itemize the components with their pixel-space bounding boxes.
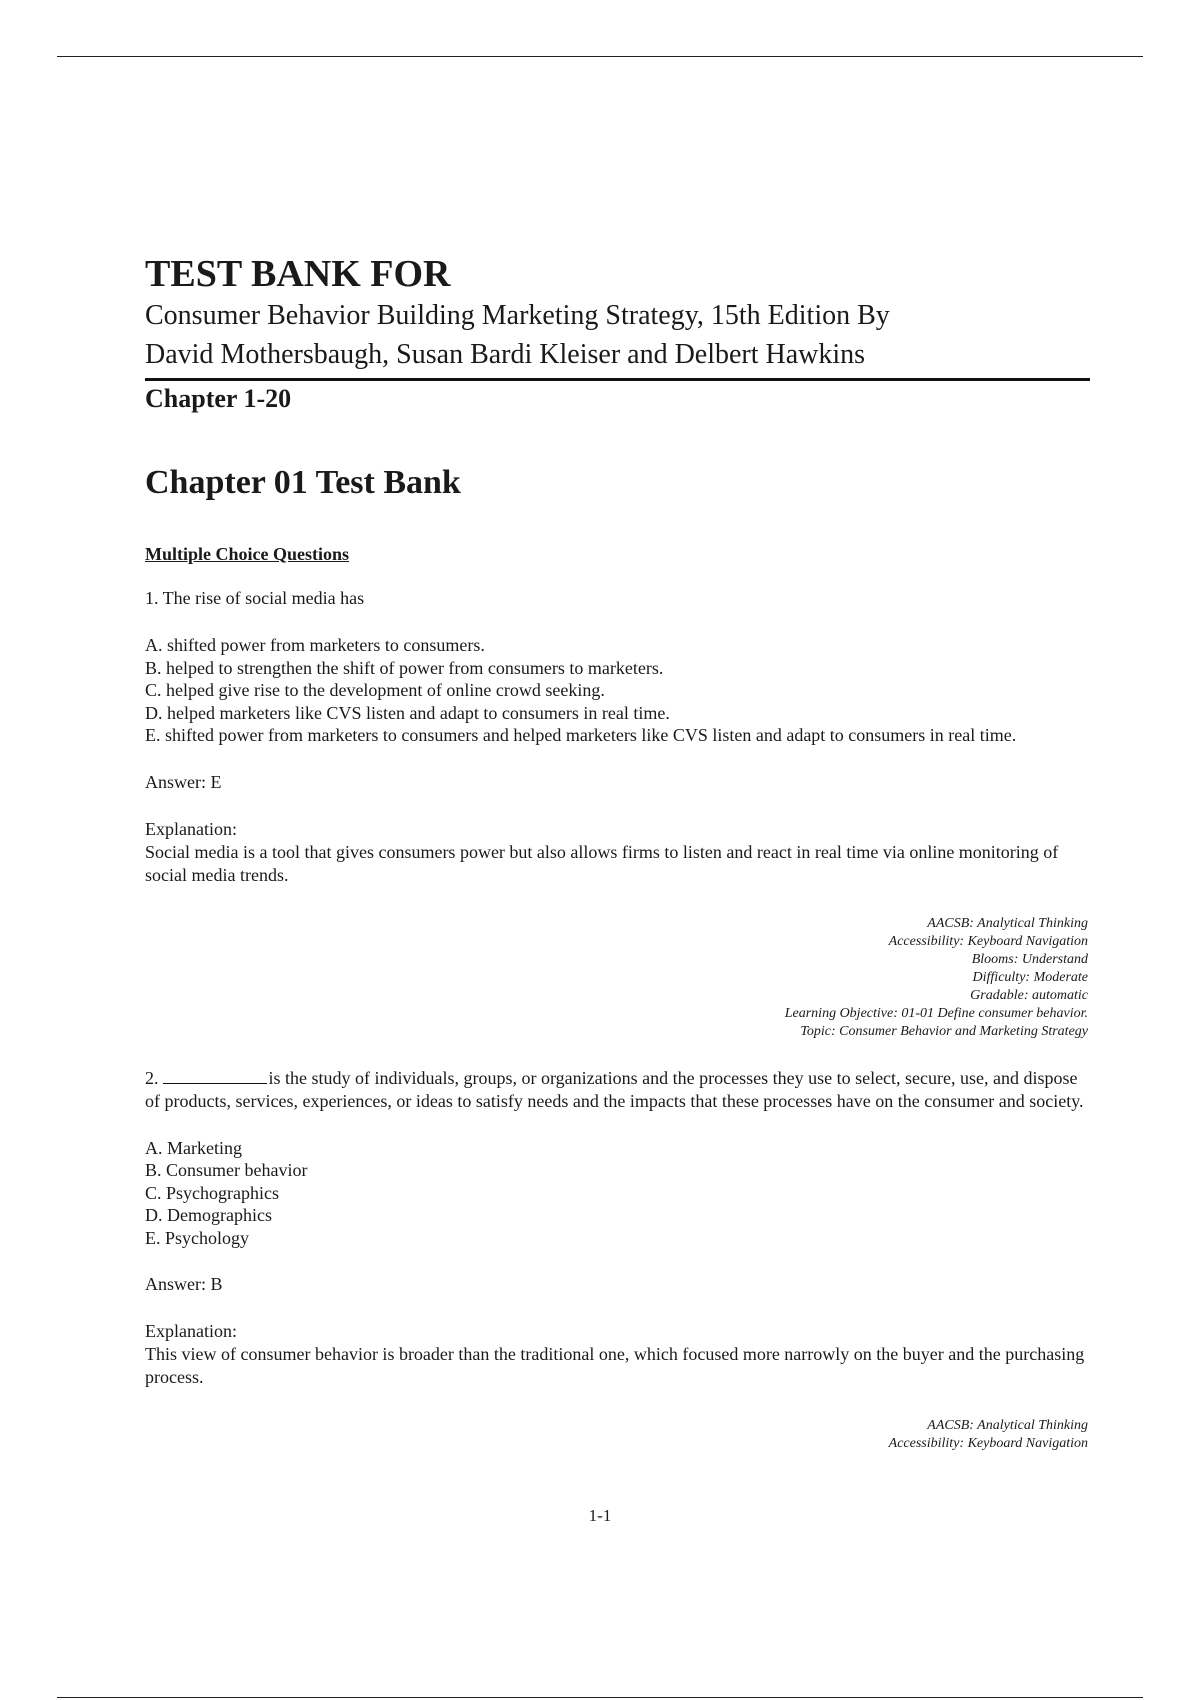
meta-topic: Topic: Consumer Behavior and Marketing Strategy	[800, 1023, 1088, 1039]
fill-in-blank	[163, 1069, 267, 1084]
section-heading: Multiple Choice Questions	[145, 544, 350, 564]
page-content	[145, 252, 1090, 1453]
explanation-label: Explanation:	[145, 1321, 237, 1341]
chapter-heading: Chapter 01 Test Bank	[145, 464, 461, 501]
bottom-rule	[57, 1697, 1143, 1698]
answer-line: Answer: E	[145, 771, 222, 792]
option-a: A. shifted power from marketers to consumers.	[145, 635, 485, 655]
option-d: D. Demographics	[145, 1205, 272, 1225]
option-d: D. helped marketers like CVS listen and adapt to consumers in real time.	[145, 702, 670, 723]
explanation-text: This view of consumer behavior is broader than the traditional one, which focused more narrowly on the buyer and the purchasing process.	[145, 1344, 1085, 1387]
meta-accessibility: Accessibility: Keyboard Navigation	[888, 1436, 1088, 1451]
document-subtitle-line-1: Consumer Behavior Building Marketing Strategy, 15th Edition By	[145, 300, 890, 331]
meta-difficulty: Difficulty: Moderate	[972, 969, 1088, 985]
question-1	[145, 587, 1090, 1041]
question-2	[145, 1067, 1090, 1454]
explanation-text: Social media is a tool that gives consumers power but also allows firms to listen and react in real time via online monitoring of social media trends.	[145, 841, 1059, 885]
page-number: 1-1	[588, 1506, 612, 1525]
option-e: E. shifted power from marketers to consumers and helped marketers like CVS listen and adapt to consumers in real time.	[145, 725, 1017, 745]
option-a: A. Marketing	[145, 1137, 242, 1158]
meta-learning-objective: Learning Objective: 01-01 Define consumer behavior.	[784, 1005, 1088, 1021]
meta-blooms: Blooms: Understand	[971, 951, 1088, 967]
option-c: C. Psychographics	[145, 1182, 279, 1203]
meta-aacsb: AACSB: Analytical Thinking	[927, 1418, 1088, 1433]
answer-options	[145, 634, 1090, 747]
meta-accessibility: Accessibility: Keyboard Navigation	[888, 933, 1088, 949]
chapter-range: Chapter 1-20	[145, 384, 292, 413]
answer-line: Answer: B	[145, 1274, 223, 1294]
option-e: E. Psychology	[145, 1227, 250, 1248]
question-metadata	[145, 915, 1090, 1041]
document-title: TEST BANK FOR	[145, 253, 451, 295]
answer-options	[145, 1137, 1090, 1250]
question-metadata	[145, 1417, 1090, 1453]
question-stem	[145, 1067, 1090, 1113]
option-b: B. helped to strengthen the shift of power from consumers to marketers.	[145, 657, 664, 678]
explanation-label: Explanation:	[145, 818, 237, 839]
question-stem-text: is the study of individuals, groups, or organizations and the processes they use to select, secure, use, and dispose of products, services, experiences, or ideas to satisfy needs and the impacts that these processes have on the consumer and society.	[145, 1067, 1084, 1111]
question-number: 2.	[145, 1067, 159, 1088]
title-divider	[145, 378, 1090, 381]
meta-aacsb: AACSB: Analytical Thinking	[927, 915, 1088, 931]
option-b: B. Consumer behavior	[145, 1160, 308, 1180]
document-subtitle-line-2: David Mothersbaugh, Susan Bardi Kleiser and Delbert Hawkins	[145, 339, 866, 370]
question-stem: 1. The rise of social media has	[145, 588, 365, 608]
top-rule	[57, 56, 1143, 57]
option-c: C. helped give rise to the development of online crowd seeking.	[145, 680, 605, 700]
meta-gradable: Gradable: automatic	[970, 987, 1088, 1003]
